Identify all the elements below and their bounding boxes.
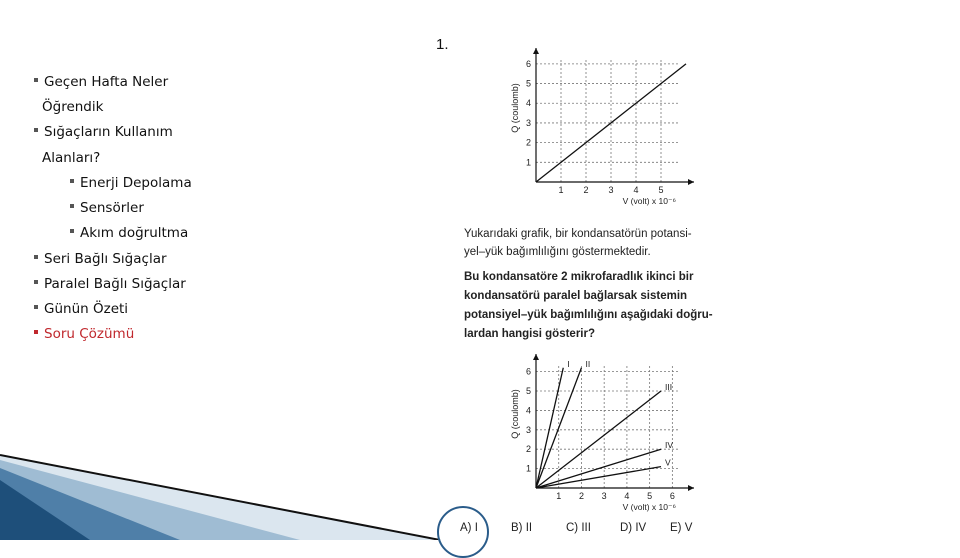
- bullet-icon: [34, 305, 38, 309]
- answer-d[interactable]: D) IV: [620, 522, 647, 534]
- outline-subitem: Enerji Depolama: [70, 175, 192, 191]
- circle-decoration: [437, 506, 489, 558]
- x-tick-label: 3: [601, 491, 607, 501]
- bullet-icon: [70, 229, 74, 233]
- answer-b[interactable]: B) II: [511, 522, 533, 534]
- outline-subitem: Sensörler: [70, 200, 144, 216]
- bullet-icon: [34, 330, 38, 334]
- series-label: III: [665, 382, 673, 393]
- y-tick-label: 4: [525, 405, 531, 416]
- question-bold-line: lardan hangisi gösterir?: [464, 328, 595, 340]
- outline-subitem: Akım doğrultma: [70, 225, 188, 241]
- question-text-line: Yukarıdaki grafik, bir kondansatörün potansi-: [464, 228, 692, 240]
- series-label: I: [567, 358, 570, 369]
- x-tick-label: 6: [669, 491, 675, 501]
- outline-item: Öğrendik: [42, 99, 104, 115]
- bullet-icon: [34, 128, 38, 132]
- bullet-icon: [34, 78, 38, 82]
- y-tick-label: 5: [525, 386, 531, 397]
- x-tick-label: 1: [558, 185, 564, 195]
- series-label: II: [585, 358, 591, 369]
- series-line: [536, 467, 661, 488]
- bullet-icon: [70, 179, 74, 183]
- x-tick-label: 2: [583, 185, 589, 195]
- y-tick-label: 1: [525, 463, 531, 474]
- x-tick-label: 2: [578, 491, 584, 501]
- y-axis-arrow-icon: [533, 354, 539, 360]
- answer-e[interactable]: E) V: [670, 522, 693, 534]
- question-number: 1.: [436, 36, 449, 53]
- outline-item: Sığaçların Kullanım: [34, 124, 173, 140]
- question-bold-line: kondansatörü paralel bağlarsak sistemin: [464, 290, 688, 302]
- x-axis-arrow-icon: [688, 179, 694, 185]
- answer-a[interactable]: A) I: [460, 522, 478, 534]
- y-tick-label: 3: [525, 424, 531, 435]
- outline-item: Günün Özeti: [34, 301, 128, 317]
- y-axis-label: Q (coulomb): [510, 83, 520, 133]
- y-tick-label: 3: [525, 117, 531, 128]
- y-tick-label: 4: [525, 98, 531, 109]
- outline-item: Alanları?: [42, 150, 101, 166]
- y-tick-label: 6: [525, 366, 531, 377]
- x-axis-arrow-icon: [688, 485, 694, 491]
- series-label: IV: [665, 440, 674, 451]
- bullet-icon: [34, 280, 38, 284]
- series-label: V: [665, 457, 671, 468]
- outline-item-highlight: Soru Çözümü: [34, 326, 134, 342]
- x-axis-label: V (volt) x 10⁻⁶: [622, 196, 676, 206]
- series-line: [536, 449, 661, 488]
- x-tick-label: 3: [608, 185, 614, 195]
- y-axis-arrow-icon: [533, 48, 539, 54]
- question-bold-line: potansiyel–yük bağımlılığını aşağıdaki doğru-: [464, 309, 713, 321]
- outline-item: Seri Bağlı Sığaçlar: [34, 251, 167, 267]
- outline-item: Paralel Bağlı Sığaçlar: [34, 276, 186, 292]
- x-tick-label: 5: [647, 491, 653, 501]
- bullet-icon: [34, 255, 38, 259]
- answer-qv-chart: [500, 346, 700, 516]
- x-tick-label: 1: [556, 491, 562, 501]
- bullet-icon: [70, 204, 74, 208]
- y-tick-label: 1: [525, 157, 531, 168]
- x-tick-label: 4: [624, 491, 630, 501]
- x-tick-label: 4: [633, 185, 639, 195]
- outline-item: Geçen Hafta Neler: [34, 74, 168, 90]
- question-bold-line: Bu kondansatöre 2 mikrofaradlık ikinci bir: [464, 271, 694, 283]
- y-tick-label: 2: [525, 137, 531, 148]
- answer-c[interactable]: C) III: [566, 522, 591, 534]
- corner-decoration: [0, 440, 460, 540]
- lesson-outline: [0, 0, 420, 360]
- top-qv-chart: [500, 40, 700, 210]
- y-tick-label: 2: [525, 444, 531, 455]
- y-tick-label: 6: [525, 58, 531, 69]
- answer-options: [460, 522, 720, 540]
- y-tick-label: 5: [525, 78, 531, 89]
- x-tick-label: 5: [658, 185, 664, 195]
- y-axis-label: Q (coulomb): [510, 389, 520, 439]
- x-axis-label: V (volt) x 10⁻⁶: [622, 502, 676, 512]
- question-text-line: yel–yük bağımlılığını göstermektedir.: [464, 246, 651, 258]
